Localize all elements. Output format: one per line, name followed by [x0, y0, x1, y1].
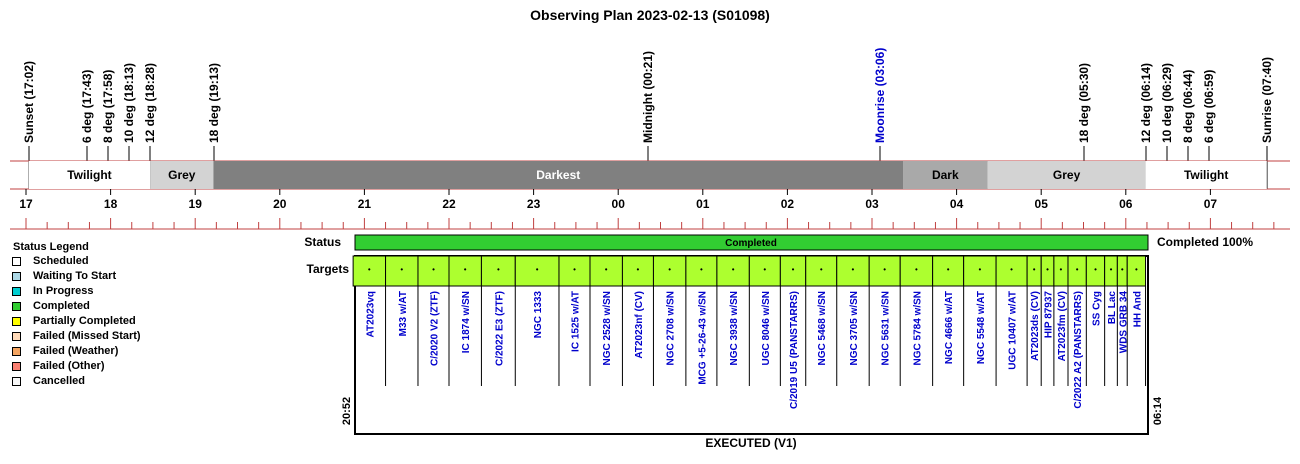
target-marker: •	[1032, 265, 1036, 274]
legend-label: Partially Completed	[33, 315, 136, 327]
legend-swatch	[12, 272, 21, 281]
event-label: 10 deg (06:29)	[1160, 62, 1174, 143]
sky-period-label: Twilight	[67, 168, 112, 182]
event-label: 8 deg (06:44)	[1181, 69, 1195, 143]
event-label: 6 deg (06:59)	[1202, 69, 1216, 143]
legend-swatch	[12, 377, 21, 386]
target-marker: •	[1059, 265, 1063, 274]
hour-tick-label: 22	[442, 197, 456, 211]
legend-item	[12, 314, 182, 329]
target-marker: •	[432, 265, 435, 274]
target-marker: •	[1094, 265, 1097, 274]
chart-title: Observing Plan 2023-02-13 (S01098)	[530, 7, 770, 23]
target-marker: •	[978, 265, 982, 274]
target-label: NGC 5548 w/AT	[975, 291, 987, 365]
target-marker: •	[463, 265, 467, 274]
legend-label: Scheduled	[33, 255, 89, 267]
target-columns	[353, 256, 1145, 409]
legend-item	[12, 254, 182, 269]
target-marker: •	[851, 265, 855, 274]
target-marker: •	[731, 265, 735, 274]
target-label: AT2023nf (CV)	[633, 291, 645, 359]
sky-period-label: Grey	[168, 168, 196, 182]
legend-items	[12, 254, 182, 389]
target-label: HH And	[1132, 291, 1144, 328]
target-marker: •	[1075, 265, 1079, 274]
target-label: HIP 87937	[1043, 291, 1055, 339]
legend-swatch	[12, 347, 21, 356]
hour-tick-label: 23	[526, 197, 541, 211]
hour-tick-label: 04	[949, 197, 964, 211]
target-label: NGC 4666 w/AT	[944, 291, 956, 365]
target-marker: •	[636, 265, 640, 274]
sky-periods	[29, 161, 1267, 189]
target-marker: •	[1109, 265, 1113, 274]
legend-item	[12, 329, 182, 344]
target-marker: •	[883, 265, 887, 274]
status-bar-text: Completed	[725, 238, 777, 249]
target-marker: •	[819, 265, 823, 274]
target-label: UGC 10407 w/AT	[1007, 291, 1019, 370]
completion-text: Completed 100%	[1157, 235, 1254, 249]
target-label: MCG +5-26-43 w/SN	[697, 291, 709, 385]
target-label: NGC 3938 w/SN	[729, 291, 741, 366]
target-label: NGC 5784 w/SN	[912, 291, 924, 366]
target-marker: •	[791, 265, 795, 274]
hour-tick-label: 05	[1034, 197, 1048, 211]
target-label: C/2022 E3 (ZTF)	[494, 291, 506, 367]
legend-swatch	[12, 317, 21, 326]
hour-tick-label: 03	[865, 197, 879, 211]
hour-tick-label: 19	[188, 197, 202, 211]
target-label: NGC 2708 w/SN	[665, 291, 677, 366]
target-label: IC 1525 w/AT	[570, 291, 582, 352]
target-marker: •	[1134, 265, 1138, 274]
legend-swatch	[12, 362, 21, 371]
target-marker: •	[400, 265, 404, 274]
event-label: 12 deg (18:28)	[143, 62, 157, 143]
legend-item	[12, 359, 182, 374]
event-label: Sunset (17:02)	[22, 60, 36, 143]
target-marker: •	[535, 265, 539, 274]
sky-period-label: Dark	[931, 168, 959, 182]
legend-swatch	[12, 257, 21, 266]
sky-period-label: Twilight	[1183, 168, 1229, 182]
targets-row-label: Targets	[306, 262, 349, 276]
event-label: 12 deg (06:14)	[1139, 62, 1153, 143]
exec-start-label: 20:52	[341, 396, 353, 426]
legend-label: Failed (Weather)	[33, 345, 119, 357]
target-label: M33 w/AT	[397, 291, 409, 337]
executed-label: EXECUTED (V1)	[705, 436, 797, 450]
target-label: SS Cyg	[1091, 291, 1103, 327]
target-label: NGC 1333	[533, 291, 545, 339]
target-label: AT2023fm (CV)	[1056, 291, 1068, 362]
hour-tick-label: 00	[611, 197, 625, 211]
target-label: NGC 3705 w/SN	[848, 291, 860, 366]
target-label: NGC 5631 w/SN	[880, 291, 892, 366]
legend-item	[12, 374, 182, 389]
hour-tick-label: 18	[103, 197, 118, 211]
legend-item	[12, 299, 182, 314]
target-label: C/2022 A2 (PANSTARRS)	[1073, 291, 1085, 409]
event-label: Midnight (00:21)	[641, 51, 655, 143]
target-marker: •	[699, 265, 703, 274]
hour-tick-label: 07	[1203, 197, 1218, 211]
hour-tick-label: 01	[696, 197, 710, 211]
target-label: NGC 2528 w/SN	[602, 291, 614, 366]
legend-label: Failed (Other)	[33, 360, 105, 372]
event-label: 8 deg (17:58)	[101, 69, 115, 143]
target-label: C/2020 V2 (ZTF)	[429, 291, 441, 367]
legend-item	[12, 284, 182, 299]
target-marker: •	[496, 265, 500, 274]
target-marker: •	[1046, 265, 1049, 274]
event-label: 10 deg (18:13)	[122, 62, 136, 143]
legend-label: Waiting To Start	[33, 270, 117, 282]
target-marker: •	[763, 265, 767, 274]
event-label: 18 deg (19:13)	[207, 62, 221, 143]
event-label: 6 deg (17:43)	[80, 69, 94, 143]
legend-label: Cancelled	[33, 375, 85, 387]
exec-end-label: 06:14	[1152, 396, 1164, 426]
legend-title: Status Legend	[13, 241, 89, 253]
status-row-label: Status	[304, 235, 341, 249]
legend-label: In Progress	[33, 285, 94, 297]
target-label: AT2023ds (CV)	[1030, 291, 1042, 361]
legend-swatch	[12, 302, 21, 311]
target-marker: •	[573, 265, 576, 274]
legend-swatch	[12, 332, 21, 341]
target-label: NGC 5468 w/SN	[817, 291, 829, 366]
hour-tick-label: 06	[1119, 197, 1133, 211]
target-marker: •	[946, 265, 950, 274]
hour-tick-label: 21	[357, 197, 372, 211]
target-marker: •	[1010, 265, 1013, 274]
target-label: BL Lac	[1106, 291, 1118, 325]
legend-label: Failed (Missed Start)	[33, 330, 141, 342]
hour-ticks	[19, 189, 1274, 229]
target-label: AT2023vq	[365, 291, 377, 338]
target-label: WDS GRB 34	[1118, 291, 1130, 354]
legend-item	[12, 269, 182, 284]
sky-period-label: Darkest	[536, 168, 581, 182]
target-label: UGC 8046 w/SN	[760, 291, 772, 366]
event-label: Moonrise (03:06)	[873, 47, 887, 143]
hour-tick-label: 02	[780, 197, 795, 211]
hour-tick-label: 17	[19, 197, 33, 211]
target-marker: •	[604, 265, 608, 274]
event-label: Sunrise (07:40)	[1260, 56, 1274, 143]
legend-swatch	[12, 287, 21, 296]
target-marker: •	[367, 265, 371, 274]
sky-period-label: Grey	[1052, 168, 1081, 182]
target-marker: •	[668, 265, 672, 274]
target-label: C/2019 U5 (PANSTARRS)	[789, 291, 801, 409]
target-marker: •	[915, 265, 918, 274]
event-label: 18 deg (05:30)	[1077, 62, 1091, 143]
target-marker: •	[1120, 265, 1124, 274]
status-legend	[12, 240, 182, 389]
target-label: IC 1874 w/SN	[461, 291, 473, 354]
hour-tick-label: 20	[273, 197, 287, 211]
legend-label: Completed	[33, 300, 90, 312]
legend-item	[12, 344, 182, 359]
